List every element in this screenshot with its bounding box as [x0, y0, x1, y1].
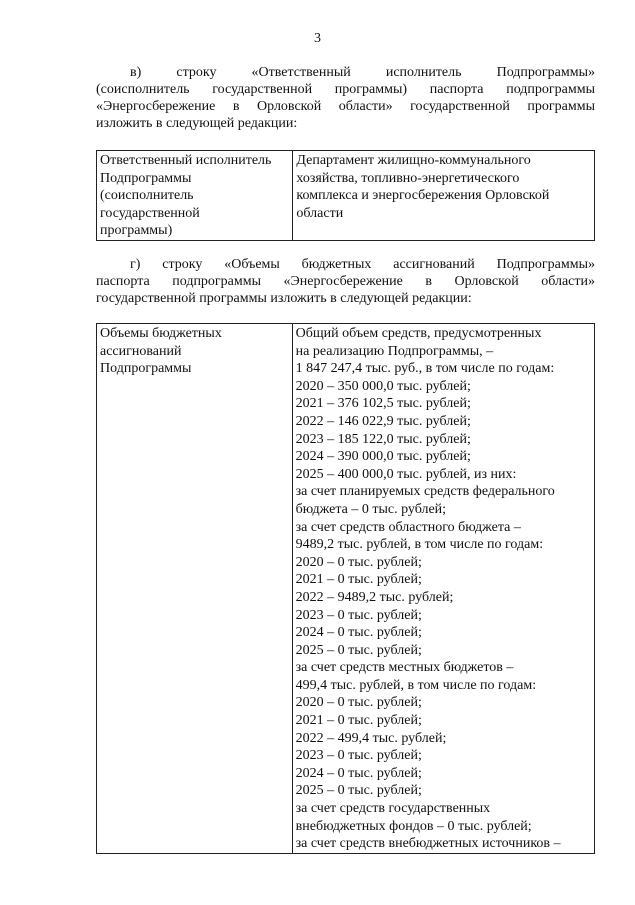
section-v-line: (соисполнитель государственной программы) паспорта подпрограммы: [96, 82, 595, 97]
table-row: [97, 324, 595, 854]
section-v-line: в) строку «Ответственный исполнитель Подпрограммы»: [130, 65, 595, 80]
row-value-line: области: [296, 205, 344, 221]
row-label-line: Ответственный исполнитель: [100, 153, 272, 168]
row-value-line: 2024 – 0 тыс. рублей;: [295, 625, 422, 641]
row-label-line: (соисполнитель: [100, 188, 194, 204]
section-g-paragraph: [96, 256, 595, 307]
row-value-line: 2022 – 146 022,9 тыс. рублей;: [295, 413, 471, 429]
row-value-line: за счет средств внебюджетных источников –: [295, 836, 561, 852]
row-value-line: комплекса и энергосбережения Орловской: [296, 188, 550, 204]
section-g-line: г) строку «Объемы бюджетных ассигнований Подпрограммы»: [130, 257, 595, 272]
row-value-line: за счет средств местных бюджетов –: [295, 660, 514, 676]
row-label-line: государственной: [100, 205, 200, 221]
row-label-line: ассигнований: [100, 343, 182, 359]
row-value-line: 499,4 тыс. рублей, в том числе по годам:: [295, 677, 537, 693]
row-value-line: 2025 – 400 000,0 тыс. рублей, из них:: [295, 466, 517, 482]
row-value-line: за счет средств государственных: [295, 801, 491, 817]
responsible-executor-table: [96, 150, 595, 241]
row-label-line: программы): [100, 223, 173, 239]
row-value-line: бюджета – 0 тыс. рублей;: [295, 501, 447, 517]
row-label-cell: [97, 151, 293, 241]
section-g-line: паспорта подпрограммы «Энергосбережение в Орловской области»: [96, 274, 595, 289]
row-value-line: за счет средств областного бюджета –: [295, 519, 521, 535]
row-value-line: 2021 – 0 тыс. рублей;: [295, 713, 422, 729]
row-value-line: 2023 – 0 тыс. рублей;: [295, 607, 422, 623]
row-value-line: 2025 – 0 тыс. рублей;: [295, 783, 422, 799]
row-value-cell: [293, 151, 595, 241]
row-value-line: 1 847 247,4 тыс. руб., в том числе по годам:: [295, 361, 555, 377]
section-v-line: изложить в следующей редакции:: [96, 116, 298, 131]
row-label-line: Объемы бюджетных: [100, 326, 222, 341]
row-value-line: 2024 – 0 тыс. рублей;: [295, 765, 422, 781]
row-value-line: за счет планируемых средств федерального: [295, 484, 555, 500]
row-value-line: внебюджетных фондов – 0 тыс. рублей;: [295, 818, 532, 834]
row-value-line: 2023 – 0 тыс. рублей;: [295, 748, 422, 764]
row-value-line: 2025 – 0 тыс. рублей;: [295, 642, 422, 658]
row-value-line: 2021 – 0 тыс. рублей;: [295, 572, 422, 588]
row-value-line: 2023 – 185 122,0 тыс. рублей;: [295, 431, 471, 447]
row-value-line: 2020 – 0 тыс. рублей;: [295, 695, 422, 711]
row-label-line: Подпрограммы: [100, 170, 192, 186]
row-value-cell: [292, 324, 594, 854]
row-value-line: хозяйства, топливно-энергетического: [296, 170, 520, 186]
row-value-line: 2020 – 350 000,0 тыс. рублей;: [295, 378, 471, 394]
row-value-line: 2022 – 9489,2 тыс. рублей;: [295, 589, 454, 605]
row-value-line: Общий объем средств, предусмотренных: [295, 326, 542, 341]
row-value-line: 2020 – 0 тыс. рублей;: [295, 554, 422, 570]
row-value-line: 2024 – 390 000,0 тыс. рублей;: [295, 449, 471, 465]
row-label-line: Подпрограммы: [100, 361, 192, 377]
row-value-line: 2022 – 499,4 тыс. рублей;: [295, 730, 447, 746]
row-value-line: на реализацию Подпрограммы, –: [295, 343, 494, 359]
section-g-line: государственной программы изложить в следующей редакции:: [96, 291, 472, 306]
page-number: 3: [314, 31, 321, 46]
table-row: [97, 151, 595, 241]
section-v-paragraph: [96, 64, 595, 132]
row-label-cell: [97, 324, 293, 854]
budget-allocations-table: [96, 323, 595, 854]
row-value-line: Департамент жилищно-коммунального: [296, 153, 531, 168]
row-value-line: 2021 – 376 102,5 тыс. рублей;: [295, 396, 471, 412]
row-value-line: 9489,2 тыс. рублей, в том числе по годам:: [295, 537, 544, 553]
section-v-line: «Энергосбережение в Орловской области» государственной программы: [96, 99, 595, 114]
